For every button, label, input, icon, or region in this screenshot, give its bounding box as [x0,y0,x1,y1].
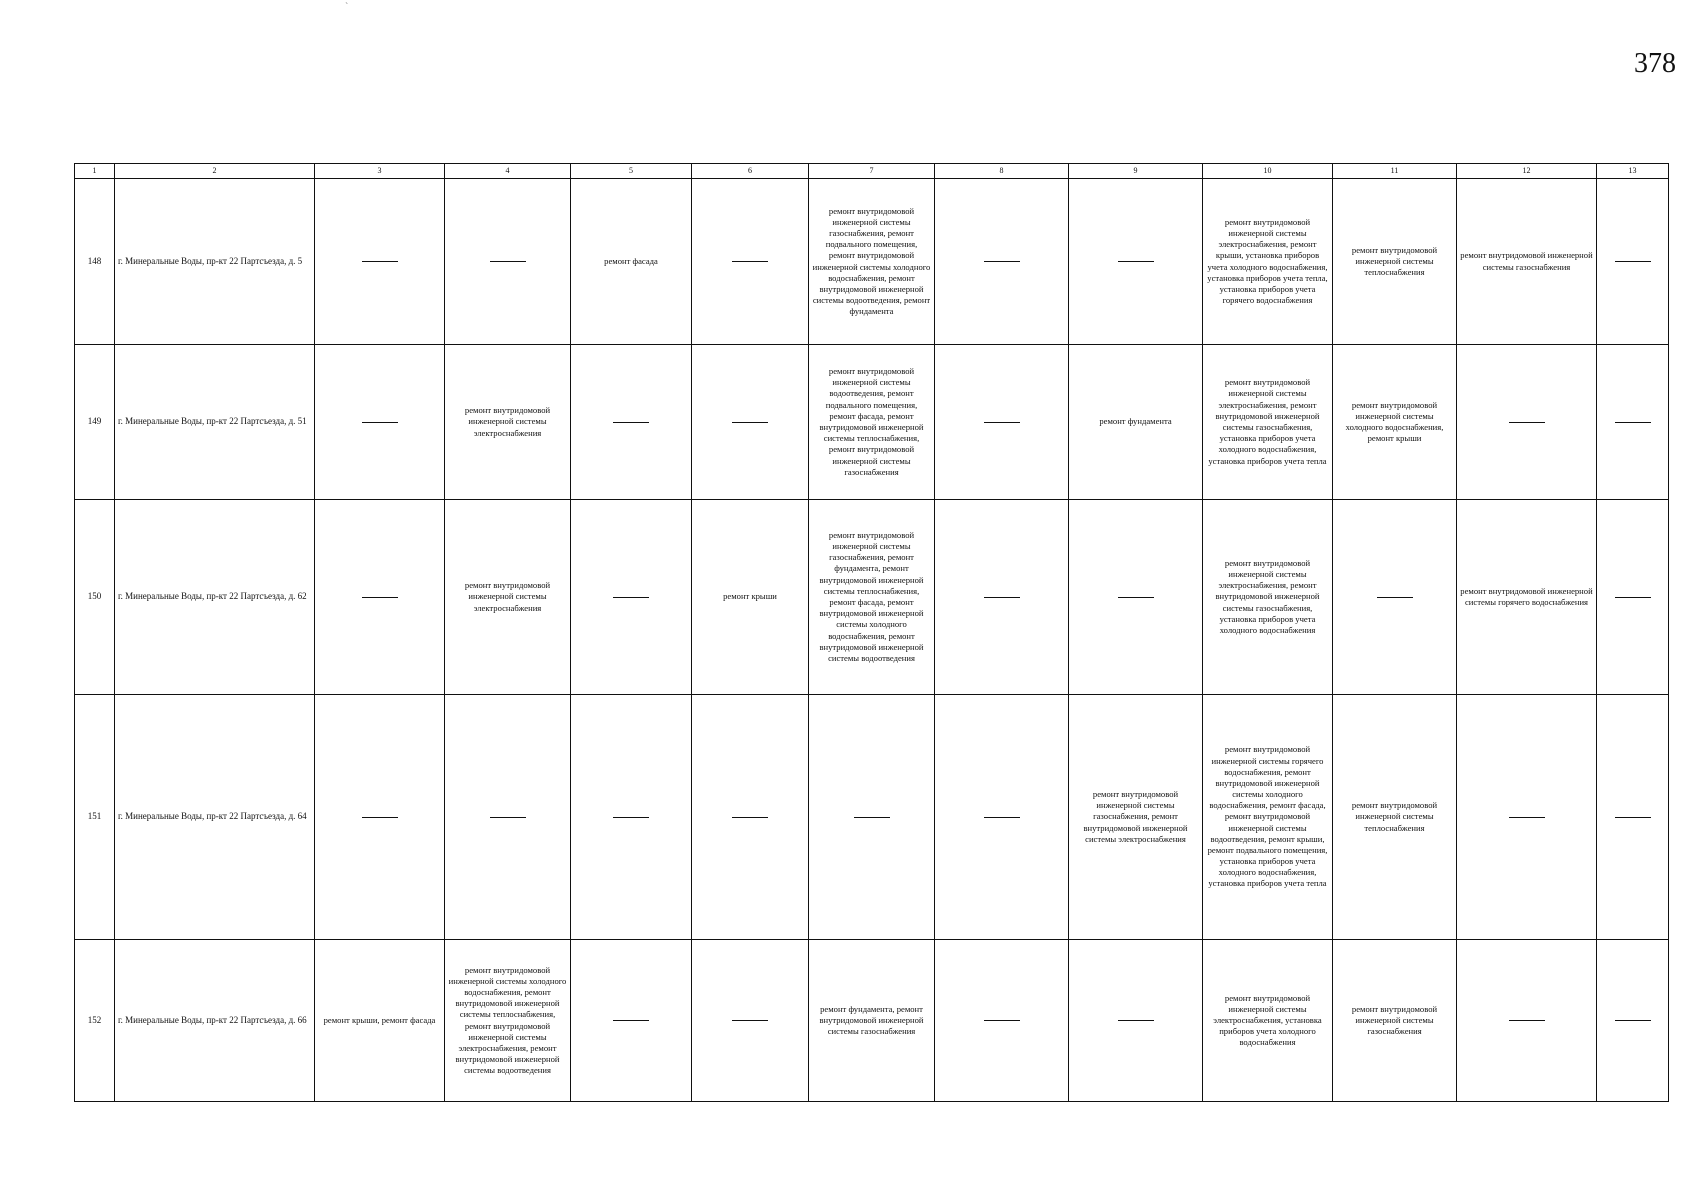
empty-dash [984,422,1020,423]
work-cell: ремонт фундамента [1069,345,1203,500]
work-cell [692,179,809,345]
work-cell [1597,940,1669,1102]
empty-dash [1377,597,1413,598]
work-cell: ремонт внутридомовой инженерной системы газоснабжения, ремонт подвального помещения, ремонт внутридомовой инженерной системы холодного водоснабжения, ремонт внутридомовой инженерной системы водоотведения, ремонт фундамента [809,179,935,345]
work-cell: ремонт фундамента, ремонт внутридомовой инженерной системы газоснабжения [809,940,935,1102]
empty-dash [613,422,649,423]
empty-dash [1118,261,1154,262]
work-cell [315,500,445,695]
work-cell [1597,179,1669,345]
work-cell [692,940,809,1102]
work-cell: ремонт внутридомовой инженерной системы газоснабжения, ремонт фундамента, ремонт внутридомовой инженерной системы теплоснабжения, ремонт фасада, ремонт внутридомовой инженерной системы холодного водоснабжения, ремонт внутридомовой инженерной системы водоотведения [809,500,935,695]
column-number: 2 [115,164,315,179]
work-cell: ремонт внутридомовой инженерной системы газоснабжения [1333,940,1457,1102]
empty-dash [984,597,1020,598]
column-number: 3 [315,164,445,179]
work-cell [1069,500,1203,695]
empty-dash [613,1020,649,1021]
empty-dash [362,261,398,262]
table-row [75,345,1669,500]
row-number: 149 [75,345,115,500]
work-cell: ремонт внутридомовой инженерной системы электроснабжения, ремонт крыши, установка приборов учета холодного водоснабжения, установка приборов учета тепла, установка приборов учета горячего водоснабжения [1203,179,1333,345]
work-cell: ремонт внутридомовой инженерной системы газоснабжения, ремонт внутридомовой инженерной системы электроснабжения [1069,695,1203,940]
work-cell [935,500,1069,695]
work-cell [315,179,445,345]
work-cell [1333,500,1457,695]
column-number: 7 [809,164,935,179]
column-number: 8 [935,164,1069,179]
empty-dash [362,422,398,423]
empty-dash [732,422,768,423]
work-cell: ремонт внутридомовой инженерной системы теплоснабжения [1333,179,1457,345]
address-cell: г. Минеральные Воды, пр-кт 22 Партсъезда, д. 64 [115,695,315,940]
work-cell [571,695,692,940]
address-cell: г. Минеральные Воды, пр-кт 22 Партсъезда, д. 62 [115,500,315,695]
table-row [75,695,1669,940]
column-number: 12 [1457,164,1597,179]
work-cell: ремонт крыши [692,500,809,695]
row-number: 148 [75,179,115,345]
work-cell: ремонт внутридомовой инженерной системы электроснабжения, ремонт внутридомовой инженерной системы газоснабжения, установка приборов учета холодного водоснабжения [1203,500,1333,695]
work-cell: ремонт внутридомовой инженерной системы электроснабжения, установка приборов учета холодного водоснабжения [1203,940,1333,1102]
row-number: 152 [75,940,115,1102]
work-cell [1597,345,1669,500]
empty-dash [613,597,649,598]
empty-dash [732,1020,768,1021]
work-cell: ремонт внутридомовой инженерной системы газоснабжения [1457,179,1597,345]
work-cell: ремонт внутридомовой инженерной системы водоотведения, ремонт подвального помещения, ремонт фасада, ремонт внутридомовой инженерной системы теплоснабжения, ремонт внутридомовой инженерной системы газоснабжения [809,345,935,500]
work-cell [445,695,571,940]
repair-plan-table [74,163,1669,1102]
column-number-row [75,164,1669,179]
table-row [75,500,1669,695]
empty-dash [984,261,1020,262]
empty-dash [490,261,526,262]
work-cell [935,179,1069,345]
table-row [75,179,1669,345]
work-cell [935,940,1069,1102]
empty-dash [490,817,526,818]
work-cell: ремонт крыши, ремонт фасада [315,940,445,1102]
work-cell: ремонт внутридомовой инженерной системы электроснабжения [445,345,571,500]
address-cell: г. Минеральные Воды, пр-кт 22 Партсъезда, д. 5 [115,179,315,345]
page-number: 378 [1634,48,1676,79]
column-number: 11 [1333,164,1457,179]
empty-dash [1615,422,1651,423]
table-row [75,940,1669,1102]
row-number: 151 [75,695,115,940]
empty-dash [1615,1020,1651,1021]
empty-dash [854,817,890,818]
work-cell: ремонт внутридомовой инженерной системы горячего водоснабжения [1457,500,1597,695]
work-cell [935,345,1069,500]
column-number: 10 [1203,164,1333,179]
empty-dash [732,261,768,262]
column-number: 9 [1069,164,1203,179]
address-cell: г. Минеральные Воды, пр-кт 22 Партсъезда, д. 66 [115,940,315,1102]
work-cell: ремонт внутридомовой инженерной системы холодного водоснабжения, ремонт внутридомовой инженерной системы теплоснабжения, ремонт внутридомовой инженерной системы электроснабжения, ремонт внутридомовой инженерной системы водоотведения [445,940,571,1102]
work-cell: ремонт внутридомовой инженерной системы холодного водоснабжения, ремонт крыши [1333,345,1457,500]
work-cell: ремонт внутридомовой инженерной системы горячего водоснабжения, ремонт внутридомовой инженерной системы холодного водоснабжения, ремонт фасада, ремонт внутридомовой инженерной системы водоотведения, ремонт крыши, ремонт подвального помещения, установка приборов учета холодного водоснабжения, установка приборов учета тепла [1203,695,1333,940]
empty-dash [1118,1020,1154,1021]
work-cell [315,695,445,940]
work-cell [571,940,692,1102]
work-cell: ремонт внутридомовой инженерной системы электроснабжения, ремонт внутридомовой инженерной системы газоснабжения, установка приборов учета холодного водоснабжения, установка приборов учета тепла [1203,345,1333,500]
empty-dash [1615,261,1651,262]
work-cell [692,695,809,940]
work-cell [1597,695,1669,940]
empty-dash [1615,597,1651,598]
column-number: 4 [445,164,571,179]
row-number: 150 [75,500,115,695]
empty-dash [1509,817,1545,818]
work-cell [935,695,1069,940]
empty-dash [1615,817,1651,818]
empty-dash [1509,422,1545,423]
empty-dash [984,817,1020,818]
scan-mark: ` [345,2,349,13]
work-cell [1457,940,1597,1102]
column-number: 1 [75,164,115,179]
column-number: 13 [1597,164,1669,179]
empty-dash [984,1020,1020,1021]
empty-dash [362,597,398,598]
work-cell: ремонт фасада [571,179,692,345]
work-cell [1457,695,1597,940]
table-body [75,164,1669,1102]
empty-dash [732,817,768,818]
work-cell [571,500,692,695]
empty-dash [1509,1020,1545,1021]
empty-dash [1118,597,1154,598]
address-cell: г. Минеральные Воды, пр-кт 22 Партсъезда, д. 51 [115,345,315,500]
work-cell [1597,500,1669,695]
work-cell [571,345,692,500]
work-cell [315,345,445,500]
work-cell: ремонт внутридомовой инженерной системы теплоснабжения [1333,695,1457,940]
work-cell [692,345,809,500]
work-cell [1069,179,1203,345]
empty-dash [362,817,398,818]
work-cell: ремонт внутридомовой инженерной системы электроснабжения [445,500,571,695]
empty-dash [613,817,649,818]
column-number: 6 [692,164,809,179]
work-cell [1457,345,1597,500]
work-cell [1069,940,1203,1102]
column-number: 5 [571,164,692,179]
work-cell [445,179,571,345]
work-cell [809,695,935,940]
